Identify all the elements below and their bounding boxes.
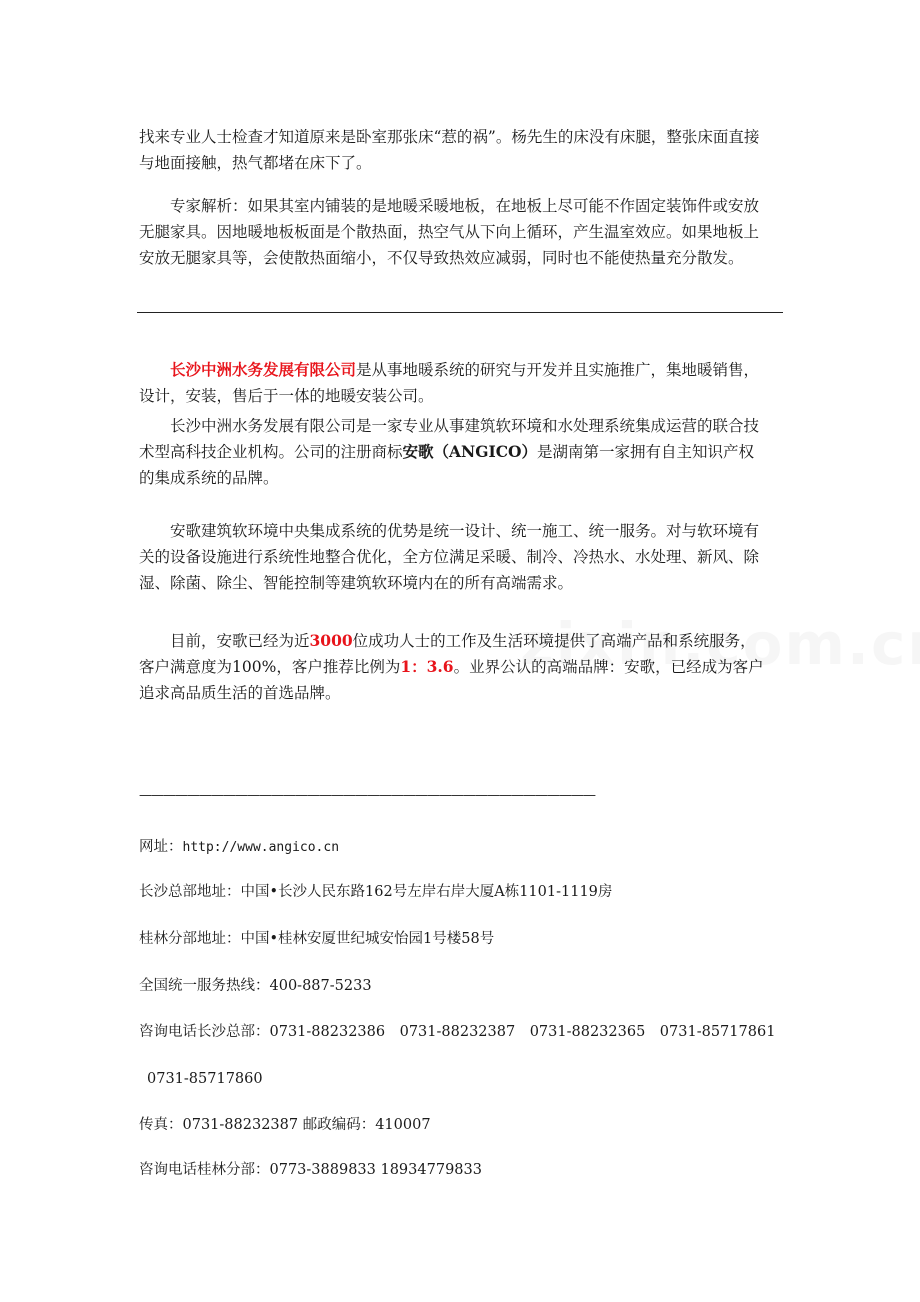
text-segment: 位成功人士的工作及生活环境提供了高端产品和系统服务， xyxy=(352,632,756,650)
text-line: 安歌建筑软环境中央集成系统的优势是统一设计、统一施工、统一服务。对与软环境有 xyxy=(139,522,760,540)
text-segment: 是从事地暖系统的研究与开发并且实施推广，集地暖销售， xyxy=(356,361,760,379)
customer-count: 3000 xyxy=(309,631,353,650)
fax-and-zip: 传真：0731-88232387 邮政编码：410007 xyxy=(139,1117,431,1133)
paragraph-system-advantages xyxy=(139,518,789,596)
text-line: 无腿家具。因地暖地板板面是个散热面，热空气从下向上循环，产生温室效应。如果地板上 xyxy=(139,223,760,241)
text-line: 的集成系统的品牌。 xyxy=(139,469,279,487)
paragraph-expert-analysis xyxy=(139,193,789,271)
website-label: 网址： xyxy=(139,839,183,855)
text-line xyxy=(139,628,789,654)
brand-name: 安歌（ANGICO） xyxy=(402,442,538,461)
text-line xyxy=(139,357,789,383)
paragraph-achievements xyxy=(139,628,789,706)
text-segment: 。业界公认的高端品牌：安歌，已经成为客户 xyxy=(453,658,764,676)
text-line: 找来专业人士检查才知道原来是卧室那张床“惹的祸”。杨先生的床没有床腿，整张床面直接 xyxy=(139,128,760,146)
changsha-phones: 咨询电话长沙总部：0731-88232386 0731-88232387 0731-88232365 0731-85717861 xyxy=(139,1024,776,1040)
paragraph-bed-story xyxy=(139,124,789,176)
website-link[interactable]: http://www.angico.cn xyxy=(182,840,340,855)
text-line: 专家解析：如果其室内铺装的是地暖采暖地板，在地板上尽可能不作固定装饰件或安放 xyxy=(139,197,760,215)
website-line xyxy=(139,837,339,858)
company-name: 长沙中洲水务发展有限公司 xyxy=(170,360,357,379)
text-line: 关的设备设施进行系统性地整合优化，全方位满足采暖、制冷、冷热水、水处理、新风、除 xyxy=(139,548,760,566)
text-line: 追求高品质生活的首选品牌。 xyxy=(139,684,341,702)
hq-address: 长沙总部地址：中国•长沙人民东路162号左岸右岸大厦A栋1101-1119房 xyxy=(139,884,613,900)
changsha-phones-continued: 0731-85717860 xyxy=(147,1071,263,1087)
text-line: 设计，安装，售后于一体的地暖安装公司。 xyxy=(139,387,434,405)
paragraph-company-profile xyxy=(139,413,789,491)
text-line: 与地面接触，热气都堵在床下了。 xyxy=(139,154,372,172)
guilin-address: 桂林分部地址：中国•桂林安厦世纪城安怡园1号楼58号 xyxy=(139,931,495,947)
text-segment: 术型高科技企业机构。公司的注册商标 xyxy=(139,443,403,461)
paragraph-company-intro xyxy=(139,357,789,409)
text-segment: 客户满意度为100%，客户推荐比例为 xyxy=(139,658,401,676)
section-divider xyxy=(137,312,783,313)
dash-divider: —————————————————————————————————————— xyxy=(139,788,595,803)
text-segment: 目前，安歌已经为近 xyxy=(139,632,310,650)
text-line: 湿、除菌、除尘、智能控制等建筑软环境内在的所有高端需求。 xyxy=(139,574,574,592)
text-line: 长沙中洲水务发展有限公司是一家专业从事建筑软环境和水处理系统集成运营的联合技 xyxy=(139,417,760,435)
text-line: 安放无腿家具等，会使散热面缩小，不仅导致热效应减弱，同时也不能使热量充分散发。 xyxy=(139,249,744,267)
service-hotline: 全国统一服务热线：400-887-5233 xyxy=(139,978,372,994)
text-line xyxy=(139,439,789,465)
referral-ratio: 1：3.6 xyxy=(400,657,454,676)
text-segment: 是湖南第一家拥有自主知识产权 xyxy=(537,443,755,461)
text-line xyxy=(139,654,789,680)
guilin-phones: 咨询电话桂林分部：0773-3889833 18934779833 xyxy=(139,1162,482,1178)
